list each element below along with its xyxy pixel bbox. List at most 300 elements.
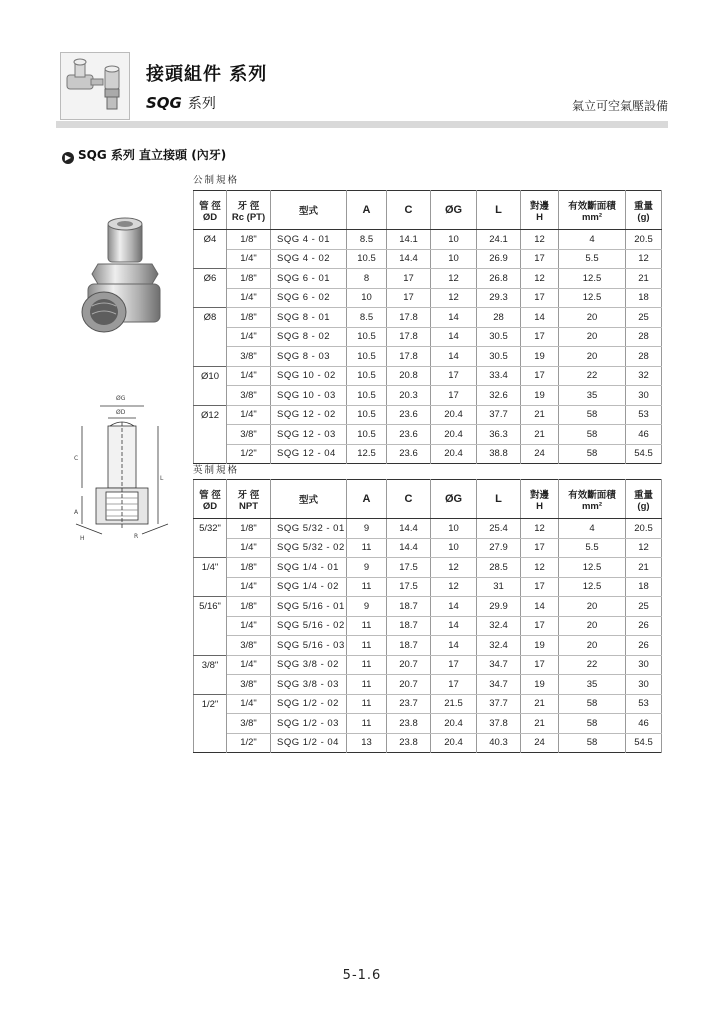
col-c: C [387,191,431,230]
cell-od [194,577,227,597]
cell-g: 14 [431,308,477,328]
cell-l: 30.5 [477,327,521,347]
metric-spec-table [193,190,662,464]
cell-od [194,636,227,656]
cell-area: 12.5 [559,558,626,578]
cell-weight: 54.5 [626,444,662,464]
cell-g: 10 [431,538,477,558]
cell-weight: 28 [626,327,662,347]
cell-a: 11 [347,577,387,597]
cell-thread: 1/4" [227,538,271,558]
cell-od [194,538,227,558]
dimension-drawing [72,388,172,546]
col-weight: 重量 (g) [626,480,662,519]
cell-od: Ø4 [194,230,227,250]
cell-a: 10 [347,288,387,308]
cell-thread: 1/8" [227,230,271,250]
cell-g: 20.4 [431,444,477,464]
cell-od: 1/4" [194,558,227,578]
col-h: 對邊 H [521,480,559,519]
dim-label-c: C [74,455,79,462]
cell-g: 12 [431,269,477,289]
cell-a: 10.5 [347,249,387,269]
table-header-row [194,480,662,519]
cell-od: Ø8 [194,308,227,328]
cell-thread: 1/2" [227,733,271,753]
cell-c: 20.3 [387,386,431,406]
cell-l: 29.3 [477,288,521,308]
cell-g: 14 [431,327,477,347]
series-code: SQG [146,94,182,112]
cell-g: 17 [431,675,477,695]
cell-c: 14.4 [387,249,431,269]
company-name: 氣立可空氣壓設備 [571,99,668,113]
table-row [194,694,662,714]
cell-area: 58 [559,405,626,425]
cell-model: SQG 5/16 - 03 [271,636,347,656]
cell-h: 21 [521,714,559,734]
cell-area: 4 [559,519,626,539]
cell-h: 21 [521,425,559,445]
cell-g: 21.5 [431,694,477,714]
cell-weight: 53 [626,405,662,425]
section-title-text: SQG 系列 直立接頭 (內牙) [78,148,227,162]
cell-a: 9 [347,519,387,539]
cell-od [194,733,227,753]
cell-a: 11 [347,694,387,714]
cell-weight: 20.5 [626,519,662,539]
cell-g: 10 [431,249,477,269]
cell-weight: 21 [626,269,662,289]
cell-od [194,444,227,464]
cell-thread: 1/4" [227,577,271,597]
cell-weight: 30 [626,386,662,406]
cell-weight: 53 [626,694,662,714]
col-c: C [387,480,431,519]
cell-c: 17 [387,269,431,289]
dim-label-g: ØG [116,395,126,402]
cell-l: 34.7 [477,675,521,695]
cell-area: 22 [559,366,626,386]
cell-a: 10.5 [347,405,387,425]
cell-h: 17 [521,538,559,558]
cell-a: 10.5 [347,366,387,386]
cell-g: 17 [431,366,477,386]
table-header-row [194,191,662,230]
cell-model: SQG 1/2 - 03 [271,714,347,734]
col-h: 對邊 H [521,191,559,230]
cell-area: 58 [559,444,626,464]
cell-weight: 25 [626,597,662,617]
cell-thread: 1/4" [227,366,271,386]
cell-model: SQG 5/16 - 01 [271,597,347,617]
table-row [194,577,662,597]
cell-area: 4 [559,230,626,250]
table-row [194,444,662,464]
cell-c: 23.6 [387,444,431,464]
cell-model: SQG 3/8 - 02 [271,655,347,675]
cell-thread: 1/4" [227,249,271,269]
cell-h: 17 [521,655,559,675]
cell-g: 12 [431,288,477,308]
table-row [194,230,662,250]
dim-label-a: A [74,509,79,516]
cell-g: 14 [431,616,477,636]
cell-model: SQG 5/32 - 02 [271,538,347,558]
cell-thread: 1/4" [227,288,271,308]
table-row [194,655,662,675]
cell-thread: 1/2" [227,444,271,464]
cell-model: SQG 12 - 03 [271,425,347,445]
cell-h: 24 [521,444,559,464]
header-divider [56,121,668,128]
cell-c: 20.7 [387,655,431,675]
cell-c: 20.7 [387,675,431,695]
cell-od [194,249,227,269]
col-a: A [347,480,387,519]
cell-a: 12.5 [347,444,387,464]
cell-g: 10 [431,230,477,250]
cell-thread: 1/8" [227,597,271,617]
cell-l: 36.3 [477,425,521,445]
cell-od [194,675,227,695]
table-row [194,616,662,636]
col-od: 管 徑 ØD [194,191,227,230]
cell-c: 20.8 [387,366,431,386]
page-title: 接頭組件 系列 [146,64,268,85]
cell-model: SQG 1/4 - 01 [271,558,347,578]
cell-h: 14 [521,597,559,617]
cell-h: 14 [521,308,559,328]
cell-area: 20 [559,347,626,367]
cell-l: 28 [477,308,521,328]
cell-c: 17.8 [387,308,431,328]
cell-thread: 3/8" [227,425,271,445]
cell-c: 23.6 [387,425,431,445]
dim-label-d: ØD [116,409,126,416]
cell-area: 20 [559,636,626,656]
cell-thread: 1/4" [227,616,271,636]
cell-area: 58 [559,425,626,445]
cell-thread: 3/8" [227,675,271,695]
cell-l: 37.7 [477,405,521,425]
cell-model: SQG 12 - 04 [271,444,347,464]
col-l: L [477,191,521,230]
cell-thread: 3/8" [227,347,271,367]
cell-g: 14 [431,347,477,367]
col-g: ØG [431,191,477,230]
cell-g: 14 [431,597,477,617]
cell-weight: 25 [626,308,662,328]
cell-h: 17 [521,249,559,269]
cell-h: 24 [521,733,559,753]
inch-spec-table [193,479,662,753]
cell-c: 14.4 [387,519,431,539]
cell-thread: 1/4" [227,655,271,675]
col-area: 有效斷面積 mm² [559,480,626,519]
table-row [194,288,662,308]
cell-weight: 12 [626,538,662,558]
cell-thread: 1/8" [227,519,271,539]
cell-area: 12.5 [559,288,626,308]
cell-a: 11 [347,616,387,636]
cell-od [194,288,227,308]
cell-c: 14.4 [387,538,431,558]
cell-area: 5.5 [559,249,626,269]
cell-h: 17 [521,288,559,308]
cell-a: 10.5 [347,386,387,406]
cell-a: 9 [347,597,387,617]
cell-a: 8 [347,269,387,289]
cell-od [194,327,227,347]
cell-weight: 20.5 [626,230,662,250]
table-row [194,519,662,539]
cell-weight: 12 [626,249,662,269]
cell-weight: 46 [626,714,662,734]
cell-l: 37.7 [477,694,521,714]
cell-od: 5/16" [194,597,227,617]
cell-thread: 1/4" [227,694,271,714]
cell-l: 38.8 [477,444,521,464]
table-row [194,327,662,347]
product-thumbnail [60,52,130,120]
table-row [194,714,662,734]
cell-l: 37.8 [477,714,521,734]
cell-g: 14 [431,636,477,656]
cell-od [194,616,227,636]
cell-model: SQG 4 - 02 [271,249,347,269]
cell-h: 19 [521,347,559,367]
cell-model: SQG 6 - 02 [271,288,347,308]
cell-l: 32.4 [477,616,521,636]
col-model: 型式 [271,480,347,519]
cell-thread: 3/8" [227,714,271,734]
cell-area: 22 [559,655,626,675]
cell-area: 12.5 [559,269,626,289]
cell-od: 3/8" [194,655,227,675]
cell-l: 26.9 [477,249,521,269]
cell-g: 20.4 [431,714,477,734]
cell-weight: 26 [626,636,662,656]
cell-model: SQG 10 - 03 [271,386,347,406]
cell-area: 20 [559,327,626,347]
cell-a: 11 [347,714,387,734]
cell-area: 35 [559,675,626,695]
cell-l: 29.9 [477,597,521,617]
col-model: 型式 [271,191,347,230]
table-row [194,597,662,617]
cell-a: 11 [347,675,387,695]
cell-model: SQG 10 - 02 [271,366,347,386]
cell-c: 23.7 [387,694,431,714]
inch-table-label: 英制規格 [193,465,240,476]
col-a: A [347,191,387,230]
table-row [194,347,662,367]
cell-thread: 1/4" [227,405,271,425]
cell-area: 58 [559,714,626,734]
cell-a: 10.5 [347,327,387,347]
cell-od [194,425,227,445]
cell-model: SQG 1/2 - 02 [271,694,347,714]
series-text: 系列 [187,96,216,112]
cell-l: 28.5 [477,558,521,578]
cell-model: SQG 12 - 02 [271,405,347,425]
cell-area: 20 [559,616,626,636]
table-row [194,733,662,753]
cell-c: 18.7 [387,636,431,656]
cell-c: 17.5 [387,577,431,597]
cell-a: 11 [347,636,387,656]
cell-area: 58 [559,694,626,714]
table-row [194,425,662,445]
cell-model: SQG 5/16 - 02 [271,616,347,636]
cell-l: 32.6 [477,386,521,406]
table-row [194,366,662,386]
cell-weight: 28 [626,347,662,367]
cell-weight: 32 [626,366,662,386]
cell-l: 24.1 [477,230,521,250]
cell-model: SQG 6 - 01 [271,269,347,289]
cell-weight: 30 [626,655,662,675]
table-row [194,636,662,656]
cell-g: 12 [431,558,477,578]
cell-model: SQG 8 - 01 [271,308,347,328]
cell-area: 20 [559,308,626,328]
cell-l: 33.4 [477,366,521,386]
cell-od: Ø6 [194,269,227,289]
cell-c: 23.6 [387,405,431,425]
cell-area: 12.5 [559,577,626,597]
cell-od: 1/2" [194,694,227,714]
col-thread: 牙 徑 NPT [227,480,271,519]
cell-c: 23.8 [387,714,431,734]
cell-g: 17 [431,386,477,406]
cell-a: 10.5 [347,347,387,367]
cell-l: 30.5 [477,347,521,367]
table-row [194,405,662,425]
cell-h: 19 [521,386,559,406]
cell-weight: 30 [626,675,662,695]
table-row [194,538,662,558]
cell-model: SQG 1/2 - 04 [271,733,347,753]
cell-thread: 1/8" [227,269,271,289]
page-number: 5-1.6 [342,968,382,983]
cell-l: 26.8 [477,269,521,289]
cell-h: 12 [521,230,559,250]
col-area: 有效斷面積 mm² [559,191,626,230]
cell-a: 8.5 [347,230,387,250]
cell-area: 58 [559,733,626,753]
cell-c: 17 [387,288,431,308]
cell-thread: 1/8" [227,308,271,328]
cell-h: 21 [521,694,559,714]
metric-table-label: 公制規格 [193,175,240,186]
col-weight: 重量 (g) [626,191,662,230]
cell-od [194,386,227,406]
cell-a: 13 [347,733,387,753]
cell-area: 20 [559,597,626,617]
cell-od: 5/32" [194,519,227,539]
series-subtitle [146,93,216,113]
cell-h: 19 [521,675,559,695]
cell-g: 20.4 [431,405,477,425]
cell-h: 21 [521,405,559,425]
cell-c: 17.8 [387,347,431,367]
cell-h: 17 [521,577,559,597]
col-g: ØG [431,480,477,519]
cell-h: 12 [521,519,559,539]
play-bullet-icon: ▶ [62,152,74,164]
cell-weight: 54.5 [626,733,662,753]
fittings-thumbnail-image [61,53,129,119]
cell-od: Ø12 [194,405,227,425]
cell-model: SQG 1/4 - 02 [271,577,347,597]
cell-area: 5.5 [559,538,626,558]
dim-label-r: R [134,533,139,540]
cell-c: 14.1 [387,230,431,250]
cell-a: 11 [347,655,387,675]
table-row [194,249,662,269]
cell-l: 25.4 [477,519,521,539]
cell-c: 17.5 [387,558,431,578]
cell-g: 20.4 [431,733,477,753]
cell-g: 20.4 [431,425,477,445]
table-row [194,558,662,578]
cell-g: 12 [431,577,477,597]
dim-label-h: H [80,535,85,542]
cell-l: 40.3 [477,733,521,753]
cell-weight: 46 [626,425,662,445]
cell-h: 12 [521,269,559,289]
cell-c: 23.8 [387,733,431,753]
cell-od: Ø10 [194,366,227,386]
cell-h: 17 [521,366,559,386]
dim-label-l: L [160,475,164,482]
cell-a: 10.5 [347,425,387,445]
cell-model: SQG 8 - 02 [271,327,347,347]
cell-od [194,714,227,734]
col-l: L [477,480,521,519]
cell-thread: 3/8" [227,636,271,656]
cell-a: 11 [347,538,387,558]
cell-l: 31 [477,577,521,597]
cell-model: SQG 5/32 - 01 [271,519,347,539]
cell-g: 10 [431,519,477,539]
cell-h: 17 [521,327,559,347]
cell-model: SQG 3/8 - 03 [271,675,347,695]
cell-model: SQG 4 - 01 [271,230,347,250]
cell-a: 9 [347,558,387,578]
cell-c: 18.7 [387,616,431,636]
cell-g: 17 [431,655,477,675]
cell-weight: 26 [626,616,662,636]
cell-thread: 1/8" [227,558,271,578]
cell-a: 8.5 [347,308,387,328]
cell-model: SQG 8 - 03 [271,347,347,367]
table-row [194,269,662,289]
cell-thread: 3/8" [227,386,271,406]
cell-c: 18.7 [387,597,431,617]
cell-weight: 21 [626,558,662,578]
cell-l: 34.7 [477,655,521,675]
cell-h: 12 [521,558,559,578]
cell-l: 27.9 [477,538,521,558]
cell-l: 32.4 [477,636,521,656]
table-row [194,675,662,695]
table-row [194,308,662,328]
cell-weight: 18 [626,577,662,597]
cell-area: 35 [559,386,626,406]
